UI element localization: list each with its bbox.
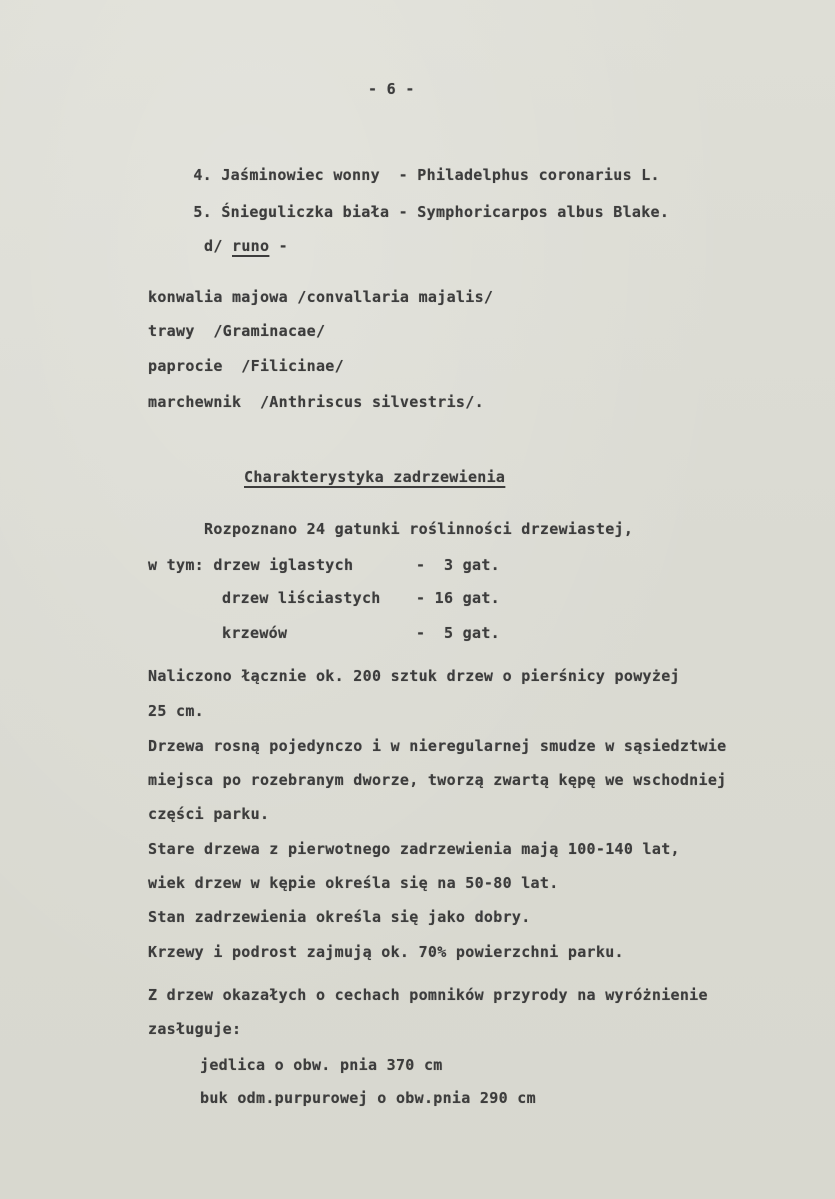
species-count-label: drzew liściastych	[222, 589, 381, 607]
species-count-value: - 5 gat.	[416, 624, 500, 642]
body-line: wiek drzew w kępie określa się na 50-80 lat.	[148, 874, 559, 892]
species-count-value: - 3 gat.	[416, 556, 500, 574]
groundcover-item: trawy /Graminacae/	[148, 322, 326, 340]
groundcover-prefix: d/	[204, 237, 232, 255]
shrub-item-5	[156, 185, 669, 239]
body-line: Stan zadrzewienia określa się jako dobry.	[148, 908, 531, 926]
shrub-num: 4.	[193, 166, 212, 184]
notable-tree: jedlica o obw. pnia 370 cm	[200, 1056, 443, 1074]
body-line: Stare drzewa z pierwotnego zadrzewienia mają 100-140 lat,	[148, 840, 680, 858]
shrub-text: Jaśminowiec wonny - Philadelphus coronarius L.	[221, 166, 660, 184]
section-title: Charakterystyka zadrzewienia	[244, 468, 506, 486]
body-line: części parku.	[148, 805, 270, 823]
species-count-label: krzewów	[222, 624, 288, 642]
body-line: miejsca po rozebranym dworze, tworzą zwartą kępę we wschodniej	[148, 771, 727, 789]
body-line: Drzewa rosną pojedynczo i w nieregularnej smudze w sąsiedztwie	[148, 737, 727, 755]
species-count-value: - 16 gat.	[416, 589, 500, 607]
intro-line: Rozpoznano 24 gatunki roślinności drzewiastej,	[204, 520, 634, 538]
body-line: Z drzew okazałych o cechach pomników przyrody na wyróżnienie	[148, 986, 708, 1004]
body-line: Naliczono łącznie ok. 200 sztuk drzew o pierśnicy powyżej	[148, 667, 680, 685]
body-line: Krzewy i podrost zajmują ok. 70% powierzchni parku.	[148, 943, 624, 961]
groundcover-heading	[204, 237, 288, 255]
groundcover-item: konwalia majowa /convallaria majalis/	[148, 288, 494, 306]
groundcover-suffix: -	[269, 237, 288, 255]
page-number: - 6 -	[368, 80, 415, 98]
species-count-label: w tym: drzew iglastych	[148, 556, 354, 574]
groundcover-label: runo	[232, 237, 270, 255]
body-line: 25 cm.	[148, 702, 204, 720]
shrub-num: 5.	[193, 203, 212, 221]
groundcover-item: paprocie /Filicinae/	[148, 357, 344, 375]
notable-tree: buk odm.purpurowej o obw.pnia 290 cm	[200, 1089, 536, 1107]
body-line: zasługuje:	[148, 1020, 242, 1038]
groundcover-item: marchewnik /Anthriscus silvestris/.	[148, 393, 484, 411]
shrub-text: Śnieguliczka biała - Symphoricarpos albus Blake.	[221, 203, 670, 221]
